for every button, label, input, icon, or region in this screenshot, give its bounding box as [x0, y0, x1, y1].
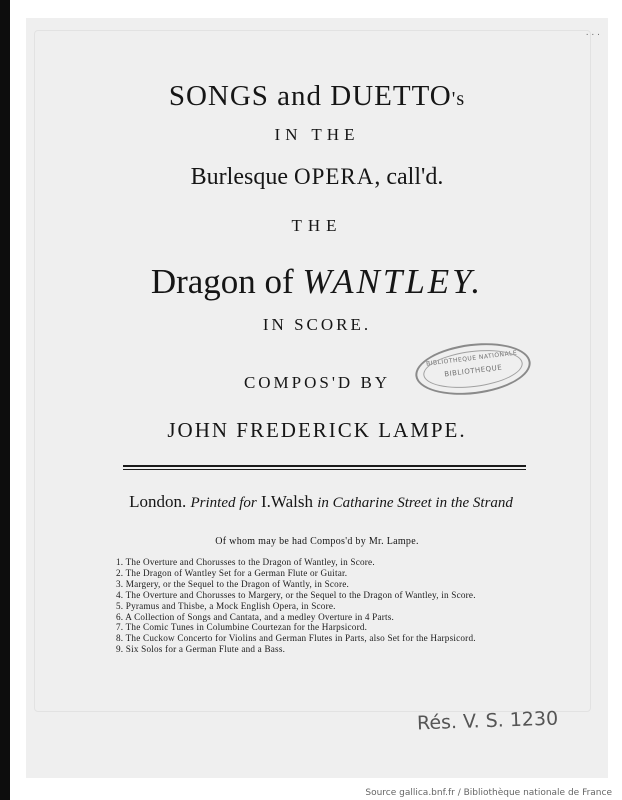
list-item: 4. The Overture and Chorusses to Margery, or the Sequel to the Dragon of Wantley, in Score. [116, 589, 476, 600]
double-rule-top [123, 465, 526, 467]
list-item: 1. The Overture and Chorusses to the Dragon of Wantley, in Score. [116, 557, 375, 567]
title-line-songs: SONGS and DUETTO's [168, 80, 466, 112]
list-item: 9. Six Solos for a German Flute and a Bass. [116, 644, 286, 655]
title-line-in-the: IN THE [274, 125, 360, 144]
library-stamp: BIBLIOTHEQUE NATIONALE BIBLIOTHEQUE [412, 337, 533, 401]
list-item: 7. The Comic Tunes in Columbine Courtezan for the Harpsicord. [116, 622, 368, 633]
title-line-the: THE [291, 216, 343, 235]
scan-edge [0, 0, 10, 800]
shelfmark: Rés. V. S. 1230 [416, 707, 559, 735]
title-line-burlesque: Burlesque OPERA, call'd. [190, 164, 444, 190]
list-item: 8. The Cuckow Concerto for Violins and German Flutes in Parts, also Set for the Harpsicord. [116, 633, 476, 644]
list-item: 6. A Collection of Songs and Cantata, and a medley Overture in 4 Parts. [116, 611, 395, 622]
title-line-dragon: Dragon of WANTLEY. [150, 262, 484, 301]
imprint: London. Printed for I.Walsh in Catharine Street in the Strand [129, 492, 513, 511]
corner-mark: . . . [585, 28, 600, 38]
list-item: 2. The Dragon of Wantley Set for a German Flute or Guitar. [116, 567, 348, 578]
list-item: 3. Margery, or the Sequel to the Dragon of Wantly, in Score. [116, 578, 349, 589]
title-page [26, 18, 608, 778]
title-line-in-score: IN SCORE. [262, 315, 372, 334]
title-line-composed-by: COMPOS'D BY [243, 373, 391, 392]
catalogue-list [116, 557, 476, 655]
double-rule-bottom [123, 469, 526, 470]
source-credit: Source gallica.bnf.fr / Bibliothèque nationale de France [365, 788, 612, 798]
list-item: 5. Pyramus and Thisbe, a Mock English Opera, in Score. [116, 600, 336, 611]
composer-name: JOHN FREDERICK LAMPE. [167, 418, 467, 442]
catalogue-heading: Of whom may be had Compos'd by Mr. Lampe. [215, 536, 419, 547]
